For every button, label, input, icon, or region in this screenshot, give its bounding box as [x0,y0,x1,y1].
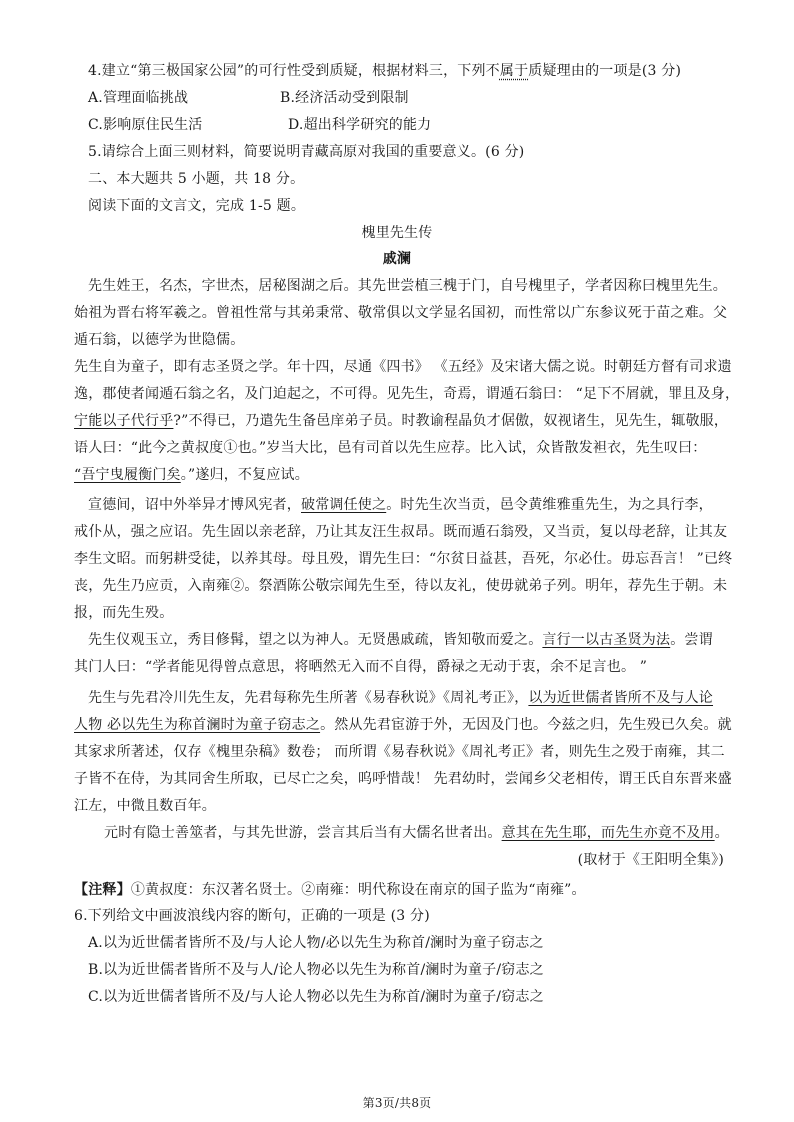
p6-underlined-phrase: 意其在先生耶，而先生亦竟不及用 [501,825,715,841]
q4-option-b: B.经济活动受到限制 [280,90,409,106]
p5-line-2-rest: 。然从先君宦游于外，无因及门也。今兹之归，先生殁已久矣。就 [320,717,732,733]
p3-line-1-a: 宣德间，诏中外举异才博风宪者， [88,497,301,513]
q4-stem-part-b: 质疑理由的一项是(3 分) [528,63,682,79]
p5-line-2 [74,715,732,735]
reading-instruction: 阅读下面的文言文，完成 1-5 题。 [88,198,306,214]
p6-line-1 [104,823,729,843]
p2-line-3 [74,411,728,431]
p3-line-4: 丧，先生乃应贡，入南雍②。祭酒陈公敬宗闻先生至，待以友礼，使毋就弟子列。明年，荐先生于朝。未 [74,578,728,594]
p5-line-5: 江左，中微且数百年。 [74,798,216,814]
article-source: (取材于《王阳明全集》) [577,852,724,868]
section-heading: 二、本大题共 5 小题，共 18 分。 [88,171,305,187]
p3-line-1-b: 。时先生次当贡，邑令黄维雅重先生，为之具行李， [386,497,713,513]
q4-option-d: D.超出科学研究的能力 [288,117,432,133]
p3-underlined-phrase: 破常调任使之 [301,497,387,513]
p2-line-5-rest: 。”遂归，不复应试。 [180,467,309,483]
p5-line-1-a: 先生与先君冷川先生友，先君每称先生所著《易春秋说》《周礼考正》， [88,690,529,706]
p2-line-3-rest: ?”不得已，乃遣先生备邑庠弟子员。时教谕程晶负才倨傲，奴视诸生，见先生，辄敬服， [173,413,729,429]
article-title: 槐里先生传 [361,225,433,241]
p3-line-3: 李生文昭。而躬耕受徒，以养其母。母且殁，谓先生曰：“尔贫日益甚，吾死，尔必仕。毋忘吾言！ ”已终 [74,551,733,567]
q4-stem-part-a: 4.建立“第三极国家公园”的可行性受到质疑，根据材料三，下列不 [88,63,500,79]
p4-line-2: 其门人曰：“学者能见得曾点意思，将晒然无入而不自得，爵禄之无动于衷，余不足言也。 ” [74,659,648,675]
p4-line-1-a: 先生仪观玉立，秀目修髯，望之以为神人。无贤愚戚疏，皆知敬而爱之。 [88,632,543,648]
p2-underlined-phrase-1: 宁能以子代行乎 [74,413,174,429]
p2-line-5 [74,465,309,485]
p1-line-1: 先生姓王，名杰，字世杰，居秘图湖之后。其先世尝植三槐于门，自号槐里子，学者因称曰槐里先生。 [88,278,727,294]
p2-line-2: 逸，郡使者闻遁石翁之名，及门迫起之，不可得。见先生，奇焉，谓遁石翁曰： “足下不屑就，罪且及身， [74,386,740,402]
p5-wavy-phrase-1: 以为近世儒者皆所不及与人论 [528,690,714,706]
page-number: 第3页/共8页 [362,1096,432,1110]
p5-line-1 [88,688,713,708]
annotation [74,880,586,900]
q6-option-c: C.以为近世儒者皆所不及/与人论人物必以先生为称首/澜时为童子/窃志之 [88,989,544,1005]
q4-option-a: A.管理面临挑战 [88,90,189,106]
article-author: 戚澜 [382,251,412,267]
p4-underlined-phrase: 言行一以古圣贤为法 [542,632,671,648]
p3-line-5: 报，而先生殁。 [74,605,174,621]
p3-line-1 [88,495,713,515]
q4-stem-emphasis: 属于 [499,63,529,79]
p4-line-1-b: 。尝谓 [670,632,713,648]
q6-option-b: B.以为近世儒者皆所不及与人/论人物必以先生为称首/澜时为童子/窃志之 [88,962,544,978]
annotation-text: ①黄叔度：东汉著名贤士。②南雍：明代称设在南京的国子监为“南雍”。 [130,882,586,898]
p2-underlined-phrase-2: “吾宁曳履衡门矣 [74,467,181,483]
p2-line-1: 先生自为童子，即有志圣贤之学。年十四，尽通《四书》 《五经》及宋诸大儒之说。时朝廷方督有司求遗 [74,359,732,375]
q6-stem: 6.下列给文中画波浪线内容的断句，正确的一项是 (3 分) [74,908,430,924]
p4-line-1 [88,630,713,650]
p5-line-3: 其家求所著述，仅存《槐里杂稿》数卷； 而所谓《易春秋说》《周礼考正》者，则先生之殁于南雍，其二 [74,744,725,760]
p5-line-4: 子皆不在侍，为其同舍生所取，已尽亡之矣，呜呼惜哉！ 先君幼时，尝闻乡父老相传，谓王氏自东晋来盛 [74,771,732,787]
p1-line-2: 始祖为晋右将军羲之。曾祖性常与其弟秉常、敬常俱以文学显名国初，而性常以广东参议死于苗之难。父 [74,305,728,321]
p2-line-4: 语人曰：“此今之黄叔度①也。”岁当大比，邑有司首以先生应荐。比入试，众皆散发袒衣，先生叹曰： [74,440,707,456]
q6-option-a: A.以为近世儒者皆所不及/与人论人物/必以先生为称首/澜时为童子窃志之 [88,935,544,951]
q4-stem [88,61,681,81]
p6-line-1-a: 元时有隐士善筮者，与其先世游，尝言其后当有大儒名世者出。 [104,825,502,841]
p3-line-2: 戒仆从，强之应诏。先生固以亲老辞，乃让其友汪生叔昂。既而遁石翁殁，又当贡，复以母老辞，让其友 [74,524,728,540]
q4-option-c: C.影响原住民生活 [88,117,203,133]
p6-line-1-b: 。 [714,825,729,841]
q5-stem: 5.请综合上面三则材料，简要说明青藏高原对我国的重要意义。(6 分) [88,144,525,160]
annotation-label: 【注释】 [74,882,131,898]
p5-wavy-phrase-2: 人物 必以先生为称首澜时为童子窃志之 [74,717,321,733]
p1-line-3: 遁石翁，以德学为世隐儒。 [74,332,245,348]
